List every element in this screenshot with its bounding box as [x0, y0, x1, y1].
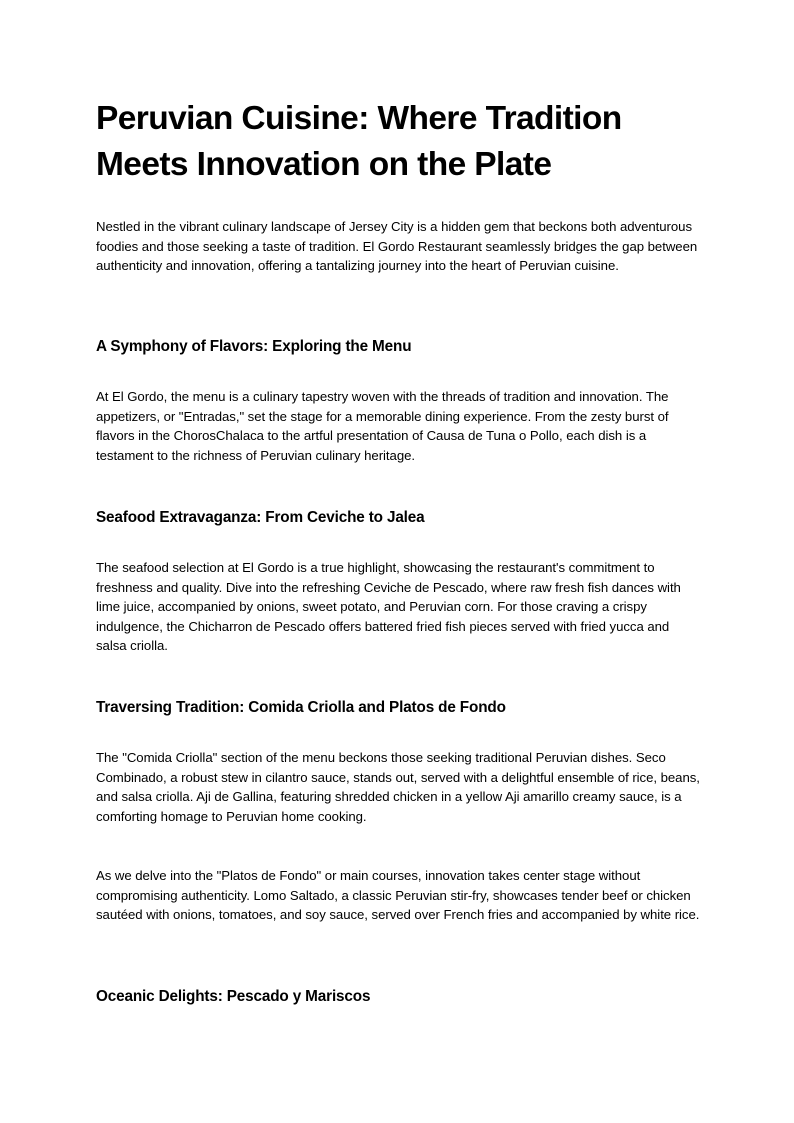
section-paragraph-platos-de-fondo: As we delve into the "Platos de Fondo" or main courses, innovation takes center stage without compromising authenticity. Lomo Saltado, a classic Peruvian stir-fry, showcases tender beef or chicken sautéed with onions, tomatoes, and soy sauce, served over French fries and accompanied by white rice.	[96, 868, 700, 923]
article-title: Peruvian Cuisine: Where Tradition Meets Innovation on the Plate	[96, 100, 622, 183]
section-heading-oceanic: Oceanic Delights: Pescado y Mariscos	[96, 988, 371, 1005]
section-paragraph-menu: At El Gordo, the menu is a culinary tapestry woven with the threads of tradition and innovation. The appetizers, or "Entradas," set the stage for a memorable dining experience. From the zesty burst of flavors in the ChorosChalaca to the artful presentation of Causa de Tuna o Pollo, each dish is a testament to the richness of Peruvian culinary heritage.	[96, 389, 669, 463]
section-heading-menu: A Symphony of Flavors: Exploring the Menu	[96, 338, 412, 355]
section-heading-seafood: Seafood Extravaganza: From Ceviche to Jalea	[96, 509, 425, 526]
section-paragraph-seafood: The seafood selection at El Gordo is a true highlight, showcasing the restaurant's commitment to freshness and quality. Dive into the refreshing Ceviche de Pescado, where raw fresh fish dances with lime juice, accompanied by onions, sweet potato, and Peruvian corn. For those craving a crispy indulgence, the Chicharron de Pescado offers battered fried fish pieces served with fried yucca and salsa criolla.	[96, 560, 681, 654]
intro-paragraph: Nestled in the vibrant culinary landscape of Jersey City is a hidden gem that beckons both adventurous foodies and those seeking a taste of tradition. El Gordo Restaurant seamlessly bridges the gap between authenticity and innovation, offering a tantalizing journey into the heart of Peruvian cuisine.	[96, 219, 698, 274]
section-paragraph-comida-criolla: The "Comida Criolla" section of the menu beckons those seeking traditional Peruvian dishes. Seco Combinado, a robust stew in cilantro sauce, stands out, served with a delightful ensemble of rice, beans, and salsa criolla. Aji de Gallina, featuring shredded chicken in a yellow Aji amarillo creamy sauce, is a comforting homage to Peruvian home cooking.	[96, 750, 700, 824]
section-heading-tradition: Traversing Tradition: Comida Criolla and Platos de Fondo	[96, 699, 506, 716]
